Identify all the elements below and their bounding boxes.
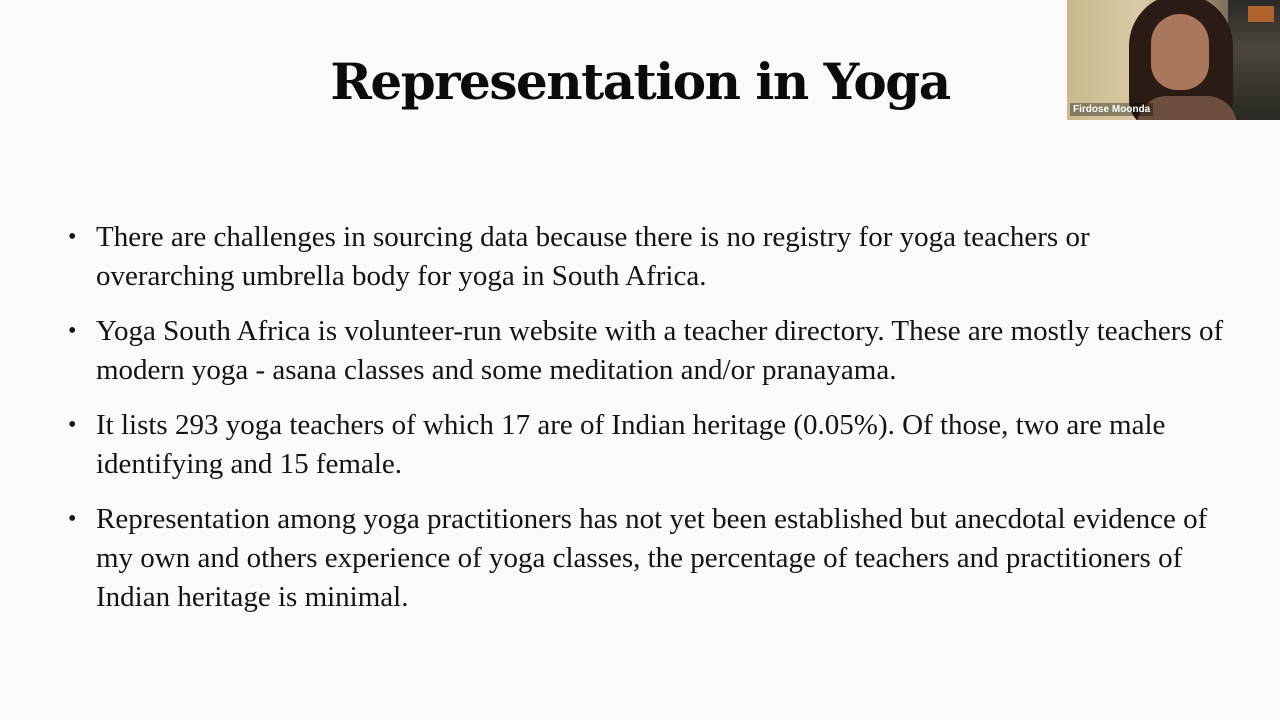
slide-title: Representation in Yoga [330, 52, 950, 111]
bullet-text: It lists 293 yoga teachers of which 17 are of Indian heritage (0.05%). Of those, two are male identifying and 15 female. [96, 409, 1166, 480]
bullet-marker: • [68, 412, 77, 438]
bullet-marker: • [68, 318, 77, 344]
participant-face [1151, 14, 1209, 90]
bullet-item [66, 406, 1226, 484]
video-background-object [1248, 6, 1274, 22]
bullet-marker: • [68, 224, 77, 250]
bullet-text: There are challenges in sourcing data because there is no registry for yoga teachers or overarching umbrella body for yoga in South Africa. [96, 221, 1090, 292]
bullet-text: Representation among yoga practitioners has not yet been established but anecdotal evidence of my own and others experience of yoga classes, the percentage of teachers and practitioners of Indian heritage is minimal. [96, 503, 1208, 613]
bullet-text: Yoga South Africa is volunteer-run website with a teacher directory. These are mostly teachers of modern yoga - asana classes and some meditation and/or pranayama. [96, 315, 1224, 386]
participant-video-tile[interactable] [1067, 0, 1280, 120]
bullet-item [66, 500, 1226, 617]
bullet-marker: • [68, 506, 77, 532]
bullet-item [66, 218, 1226, 296]
bullet-item [66, 312, 1226, 390]
bullet-list [66, 218, 1226, 633]
video-background-shelf [1228, 0, 1280, 120]
participant-name-label: Firdose Moonda [1070, 103, 1153, 116]
